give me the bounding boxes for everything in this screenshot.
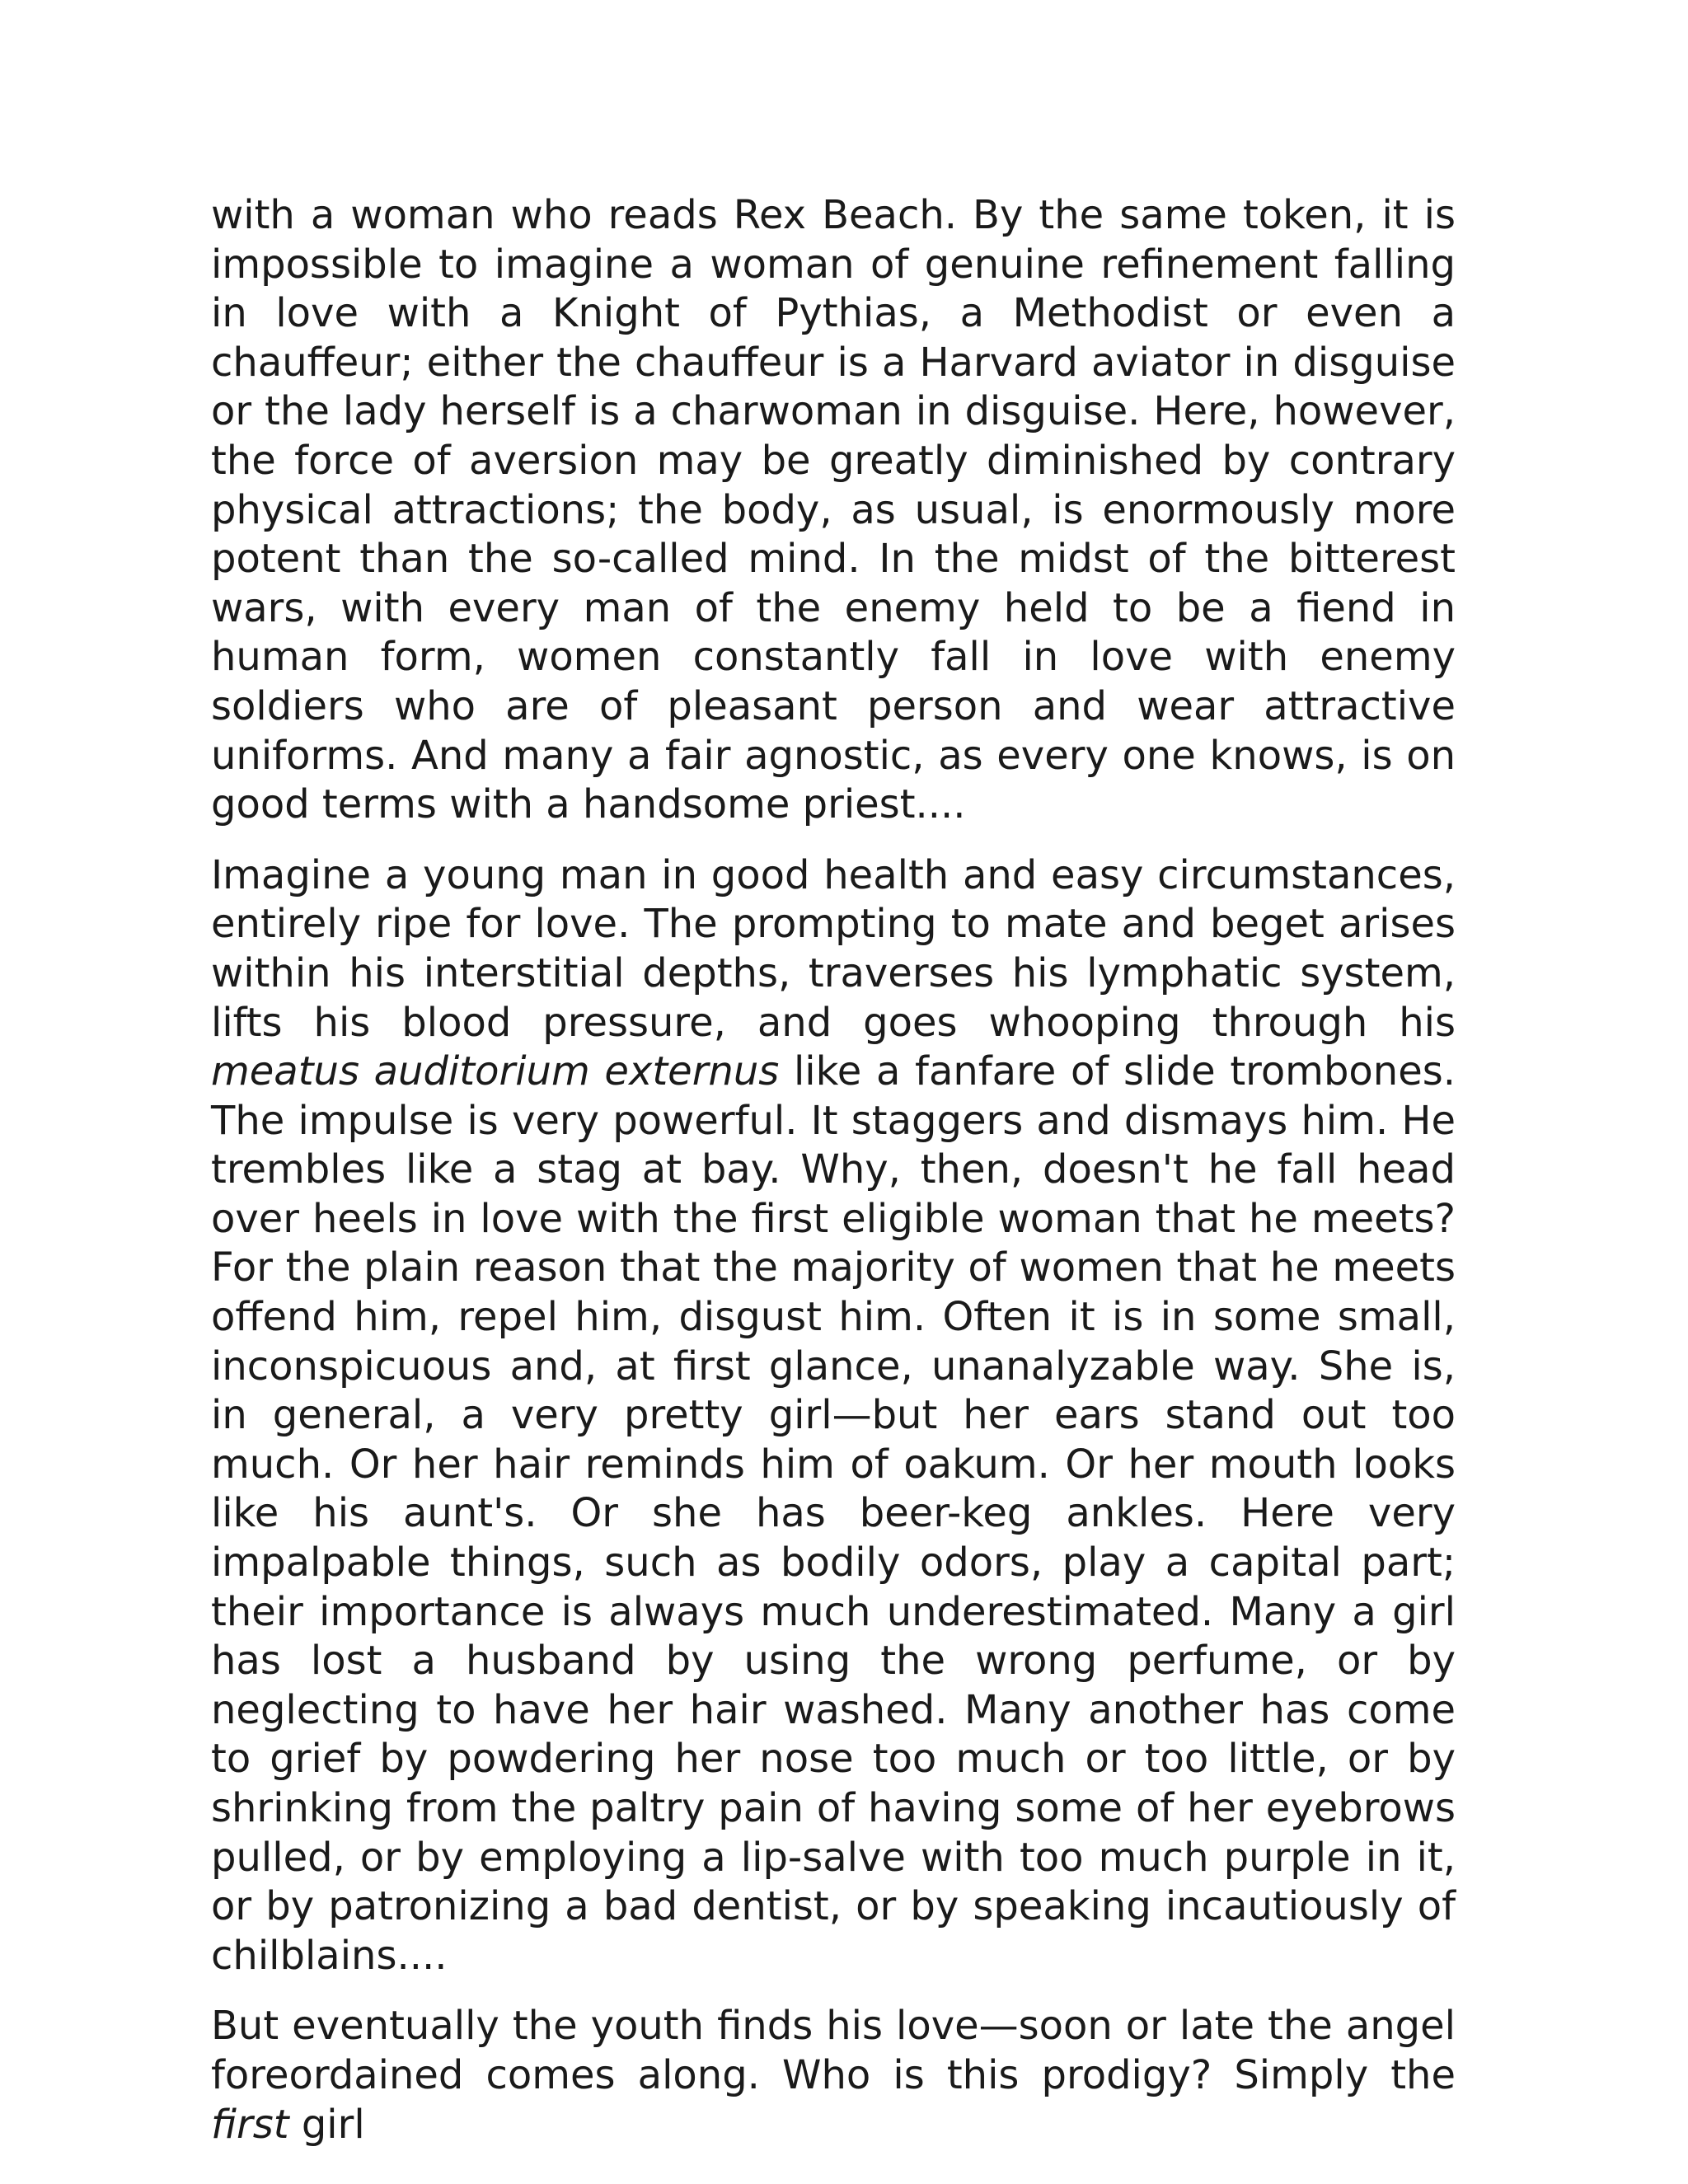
paragraph-2: [211, 851, 1456, 1981]
paragraph-1: [211, 191, 1456, 830]
paragraph-3-emphasis: first: [211, 2101, 289, 2148]
paragraph-2-latin-term: meatus auditorium externus: [211, 1048, 780, 1095]
paragraph-2-text-start: Imagine a young man in good health and easy circumstances, entirely ripe for love. The prompting to mate and beget arises within his interstitial depths, traverses his lymphatic system, lifts his blood pressure, and goes whooping through his: [211, 851, 1456, 1046]
paragraph-3-text-end: girl: [288, 2101, 365, 2148]
paragraph-3: [211, 2002, 1456, 2149]
paragraph-1-text: with a woman who reads Rex Beach. By the same token, it is impossible to imagine a woman of genuine refinement falling in love with a Knight of Pythias, a Methodist or even a chauffeur; either the chauffeur is a Harvard aviator in disguise or the lady herself is a charwoman in disguise. Here, however, the force of aversion may be greatly diminished by contrary physical attractions; the body, as usual, is enormously more potent than the so-called mind. In the midst of the bitterest wars, with every man of the enemy held to be a fiend in human form, women constantly fall in love with enemy soldiers who are of pleasant person and wear attractive uniforms. And many a fair agnostic, as every one knows, is on good terms with a handsome priest....: [211, 192, 1456, 828]
document-page: [211, 191, 1456, 2149]
paragraph-3-text-start: But eventually the youth finds his love—soon or late the angel foreordained comes along. Who is this prodigy? Simply the: [211, 2003, 1456, 2098]
paragraph-2-text-end: like a fanfare of slide trombones. The impulse is very powerful. It staggers and dismays him. He trembles like a stag at bay. Why, then, doesn't he fall head over heels in love with the first eligible woman that he meets? For the plain reason that the majority of women that he meets offend him, repel him, disgust him. Often it is in some small, inconspicuous and, at first glance, unanalyzable way. She is, in general, a very pretty girl—but her ears stand out too much. Or her hair reminds him of oakum. Or her mouth looks like his aunt's. Or she has beer-keg ankles. Here very impalpable things, such as bodily odors, play a capital part; their importance is always much underestimated. Many a girl has lost a husband by using the wrong perfume, or by neglecting to have her hair washed. Many another has come to grief by powdering her nose too much or too little, or by shrinking from the paltry pain of having some of her eyebrows pulled, or by employing a lip-salve with too much purple in it, or by patronizing a bad dentist, or by speaking incautiously of chilblains....: [211, 1048, 1456, 1979]
